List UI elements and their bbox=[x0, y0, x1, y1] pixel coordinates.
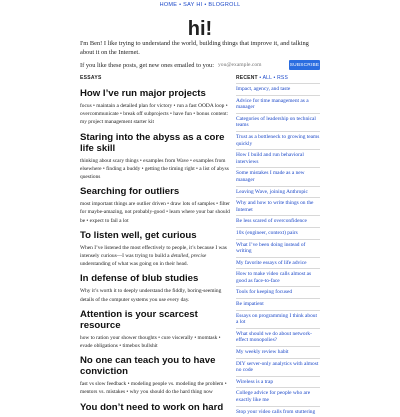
recent-post-link[interactable]: Some mistakes I made as a new manager bbox=[236, 170, 305, 183]
essays-column bbox=[80, 75, 232, 416]
sidebar-separator: • bbox=[273, 75, 276, 81]
list-item bbox=[236, 310, 320, 328]
essay-title-link[interactable]: Attention is your scarcest resource bbox=[80, 308, 198, 331]
list-item bbox=[236, 387, 320, 405]
nav-blogroll-link[interactable]: BLOGROLL bbox=[208, 2, 241, 8]
top-navigation bbox=[0, 0, 400, 9]
list-item bbox=[236, 113, 320, 131]
essay-title-link[interactable]: No one can teach you to have conviction bbox=[80, 355, 216, 378]
essay-summary-part: understanding of what was going on in their head. bbox=[80, 261, 188, 268]
essay-item bbox=[80, 309, 232, 350]
recent-post-link[interactable]: Wireless is a trap bbox=[236, 378, 274, 385]
list-item bbox=[236, 131, 320, 149]
list-item bbox=[236, 358, 320, 376]
recent-post-link[interactable]: Tools for keeping focused bbox=[236, 289, 293, 296]
essay-summary bbox=[80, 244, 232, 269]
intro-text: I'm Ben! I like trying to understand the world, building things that improve it, and talking about it on the Internet. bbox=[80, 40, 309, 56]
list-item bbox=[236, 239, 320, 257]
recent-post-link[interactable]: My weekly review habit bbox=[236, 349, 289, 356]
essay-item bbox=[80, 273, 232, 303]
essay-summary-part: When I’ve listened the most effectively to people, it’s because I was intensely curious—I was trying to build a bbox=[80, 244, 227, 260]
list-item bbox=[236, 406, 320, 417]
recent-post-link[interactable]: Leaving Wave, joining Anthropic bbox=[236, 188, 308, 195]
recent-post-link[interactable]: Essays on programming I think about a lot bbox=[236, 312, 317, 326]
essay-title-link[interactable]: You don’t need to work on hard bbox=[80, 401, 224, 413]
list-item bbox=[236, 227, 320, 239]
sidebar-separator: • bbox=[259, 75, 262, 81]
subscribe-button[interactable]: SUBSCRIBE bbox=[289, 60, 320, 70]
nav-say-hi-link[interactable]: SAY HI bbox=[183, 2, 203, 8]
nav-separator: • bbox=[204, 2, 207, 8]
recent-post-link[interactable]: My favorite essays of life advice bbox=[236, 259, 307, 266]
essay-title-link[interactable]: Searching for outliers bbox=[80, 186, 180, 198]
recent-label: RECENT bbox=[236, 75, 258, 81]
essays-heading: ESSAYS bbox=[80, 75, 102, 81]
essay-summary-emphasis: detailed, precise bbox=[170, 253, 207, 260]
recent-post-link[interactable]: How to make video calls almost as good as face-to-face bbox=[236, 271, 312, 284]
list-item bbox=[236, 298, 320, 310]
list-item bbox=[236, 376, 320, 388]
list-item bbox=[236, 149, 320, 167]
all-posts-link[interactable]: ALL bbox=[262, 75, 272, 81]
recent-post-link[interactable]: Be impatient bbox=[236, 301, 264, 308]
recent-posts-sidebar bbox=[236, 75, 320, 417]
list-item bbox=[236, 268, 320, 286]
recent-post-link[interactable]: Impact, agency, and taste bbox=[236, 86, 291, 92]
list-item bbox=[236, 257, 320, 269]
nav-home-link[interactable]: HOME bbox=[159, 2, 178, 8]
subscribe-label: If you like these posts, get new ones emailed to you: bbox=[80, 61, 214, 69]
recent-post-link[interactable]: Stop your video calls from stuttering bbox=[236, 408, 316, 415]
list-item bbox=[236, 215, 320, 227]
sidebar-header bbox=[236, 75, 320, 83]
recent-post-link[interactable]: Trust as a bottleneck to growing teams quickly bbox=[236, 133, 320, 147]
essay-item bbox=[80, 230, 232, 269]
recent-post-link[interactable]: What I’ve been doing instead of writing bbox=[236, 241, 306, 255]
list-item bbox=[236, 95, 320, 113]
recent-post-link[interactable]: 10x (engineer, context) pairs bbox=[236, 229, 298, 236]
list-item bbox=[236, 197, 320, 215]
recent-post-link[interactable]: Be less scared of overconfidence bbox=[236, 218, 307, 225]
recent-post-link[interactable]: What should we do about network-effect monopolies? bbox=[236, 330, 312, 344]
rss-link[interactable]: RSS bbox=[277, 75, 288, 81]
essay-item bbox=[80, 88, 232, 127]
essay-item bbox=[80, 355, 232, 396]
essay-title-link[interactable]: In defense of blub studies bbox=[80, 273, 199, 285]
list-item bbox=[236, 346, 320, 358]
essay-title-link[interactable]: To listen well, get curious bbox=[80, 229, 197, 241]
site-title: hi! bbox=[187, 18, 213, 40]
recent-post-link[interactable]: Advice for time management as a manager bbox=[236, 97, 309, 111]
essay-summary: fast vs slow feedback • modeling people vs. modeling the problem • mentors vs. mistakes • why you should do the hard thing now bbox=[80, 381, 227, 396]
essay-item bbox=[80, 186, 232, 225]
email-field[interactable] bbox=[218, 61, 289, 70]
essay-item bbox=[80, 402, 232, 413]
essay-summary: Why it’s worth it to deeply understand the fiddly, boring-seeming details of the computer systems you use every day. bbox=[80, 288, 222, 303]
recent-post-link[interactable]: Why and how to write things on the Internet bbox=[236, 200, 314, 213]
recent-post-link[interactable]: Categories of leadership on technical teams bbox=[236, 115, 316, 129]
recent-post-link[interactable]: How I build and run behavioral interviews bbox=[236, 152, 304, 165]
recent-post-link[interactable]: DIY server-only analytics with almost no code bbox=[236, 360, 319, 374]
recent-post-link[interactable]: College advice for people who are exactly like me bbox=[236, 390, 311, 403]
essay-title-link[interactable]: Staring into the abyss as a core life skill bbox=[80, 131, 225, 154]
recent-posts-list bbox=[236, 83, 320, 417]
list-item bbox=[236, 186, 320, 198]
essay-summary: how to ration your shower thoughts • cure viscerally • momtask • evade obligations • timebox bullshit bbox=[80, 334, 221, 350]
essay-summary: thinking about scary things • examples from Wave • examples from elsewhere • finding a buddy • getting the timing right • a list of abyss questions bbox=[80, 157, 229, 181]
essay-title-link[interactable]: How I’ve run major projects bbox=[80, 88, 206, 99]
essay-summary: most important things are outlier driven • draw lots of samples • filter for maybe-amazing, not probably-good • learn where your bar should be • expect to fail a lot bbox=[80, 201, 230, 224]
list-item bbox=[236, 286, 320, 298]
subscribe-form bbox=[80, 60, 320, 70]
list-item bbox=[236, 167, 320, 185]
essay-item bbox=[80, 132, 232, 182]
list-item bbox=[236, 83, 320, 95]
essay-summary: focus • maintain a detailed plan for victory • run a fast OODA loop • overcommunicate • break off subprojects • have fun • bonus content: my project management starter kit bbox=[80, 103, 229, 126]
nav-separator: • bbox=[179, 2, 182, 8]
list-item bbox=[236, 328, 320, 346]
